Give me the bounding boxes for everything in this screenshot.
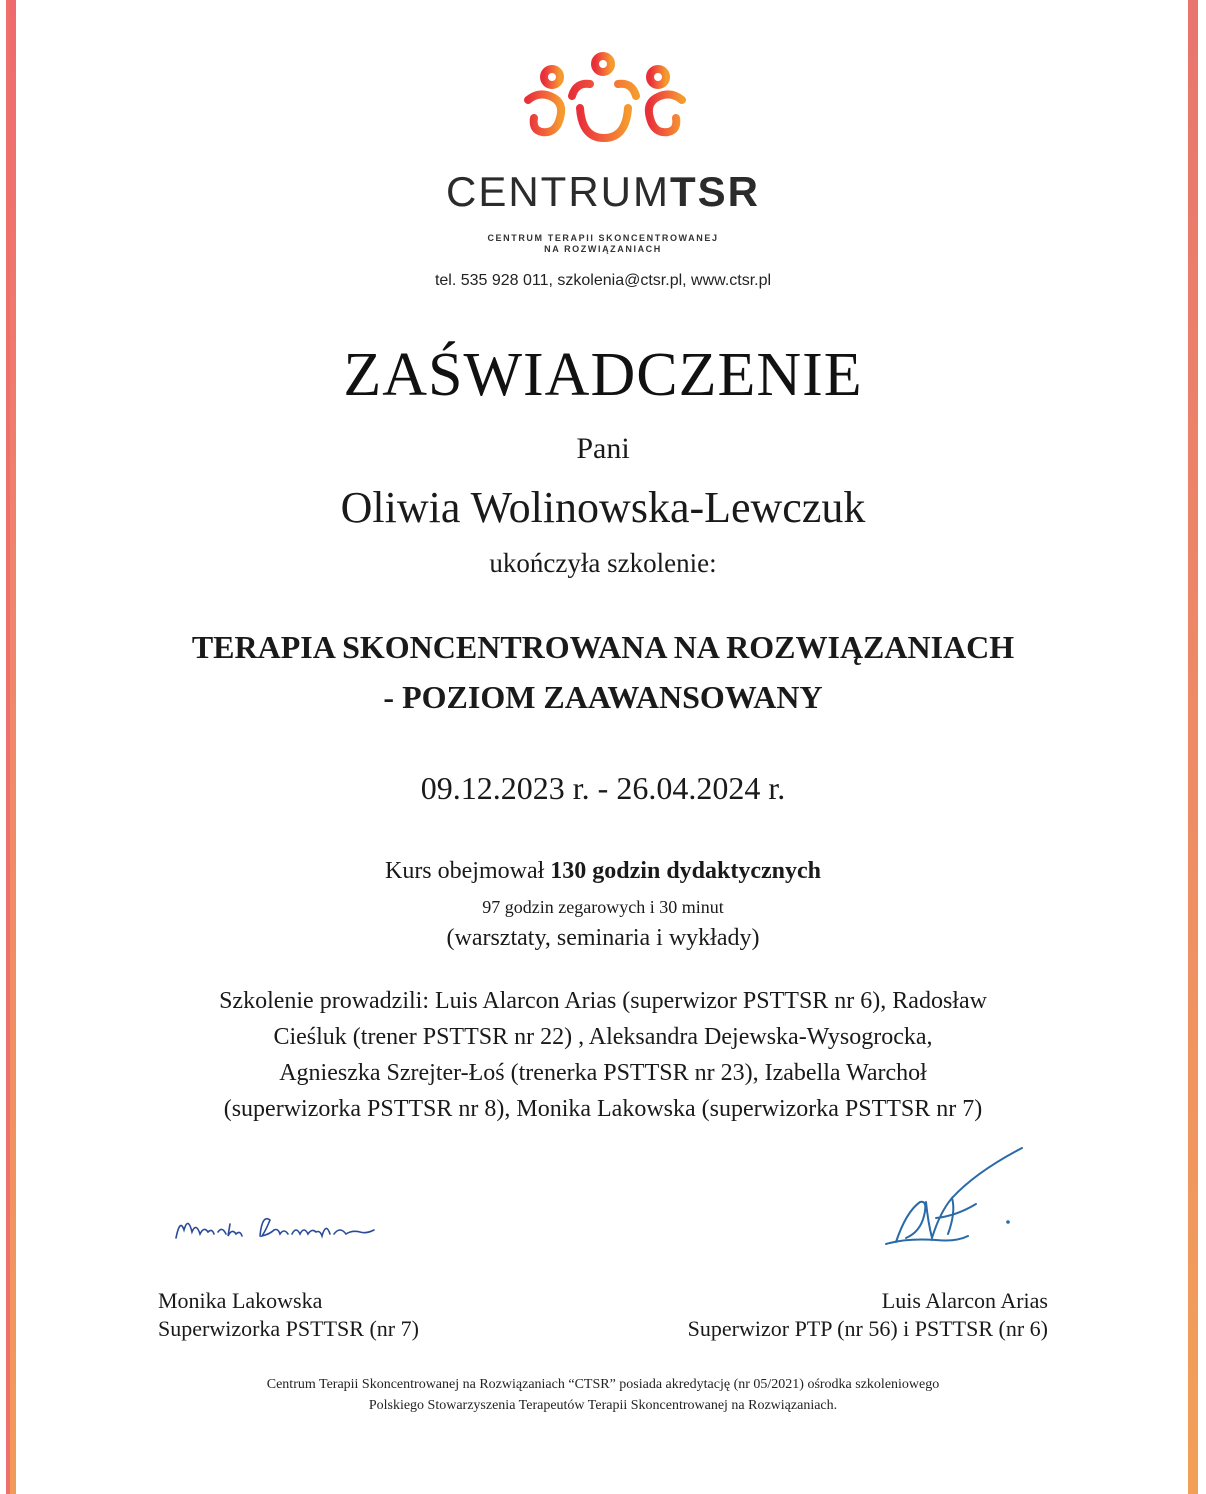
signature-dot xyxy=(1006,1220,1010,1224)
course-dates: 09.12.2023 r. - 26.04.2024 r. xyxy=(420,770,786,806)
course-title: TERAPIA SKONCENTROWANA NA ROZWIĄZANIACH - POZIOM ZAAWANSOWANY xyxy=(191,629,1015,715)
left-signer-name: Monika Lakowska xyxy=(158,1288,323,1313)
completion-text: ukończyła szkolenie: xyxy=(489,548,717,578)
accreditation-footer: Centrum Terapii Skoncentrowanej na Rozwiązaniach “CTSR” posiada akredytację (nr 05/2021) ośrodka szkoleniowego Polskiego Stowarzyszenia Terapeutów Terapii Skoncentrowanej na Rozwiązaniach. xyxy=(266,1377,940,1413)
trainers-list: Szkolenie prowadzili: Luis Alarcon Arias (superwizor PSTTSR nr 6), Radosław Cieśluk (trener PSTTSR nr 22) , Aleksandra Dejewska-Wysogrocka, Agnieszka Szrejter-Łoś (trenerka PSTTSR nr 23), Izabella Warchoł (superwizorka PSTTSR nr 8), Monika Lakowska (superwizorka PSTTSR nr 7) xyxy=(219,988,987,1122)
contact-info: tel. 535 928 011, szkolenia@ctsr.pl, www.ctsr.pl xyxy=(434,272,772,289)
salutation: Pani xyxy=(576,432,630,465)
three-people-logo-icon xyxy=(520,52,690,152)
right-signer-role: Superwizor PTP (nr 56) i PSTTSR (nr 6) xyxy=(687,1316,1048,1341)
right-signer-name: Luis Alarcon Arias xyxy=(881,1288,1048,1313)
recipient-name: Oliwia Wolinowska-Lewczuk xyxy=(340,483,866,532)
clock-hours: 97 godzin zegarowych i 30 minut xyxy=(482,897,724,917)
certificate-title: ZAŚWIADCZENIE xyxy=(343,341,863,409)
brand-subtitle: CENTRUM TERAPII SKONCENTROWANEJ NA ROZWIĄZANIACH xyxy=(487,233,719,254)
course-hours: Kurs obejmował 130 godzin dydaktycznych xyxy=(384,858,821,884)
right-signer xyxy=(688,1287,1048,1343)
left-border-decoration xyxy=(6,0,16,1494)
course-forms: (warsztaty, seminaria i wykłady) xyxy=(446,925,760,951)
right-signature xyxy=(876,1142,1026,1252)
left-signature xyxy=(170,1200,390,1250)
right-border-decoration xyxy=(1188,0,1198,1494)
left-signer-role: Superwizorka PSTTSR (nr 7) xyxy=(158,1316,419,1341)
brand-name: CENTRUMTSR xyxy=(446,168,760,215)
left-signer xyxy=(158,1287,419,1343)
